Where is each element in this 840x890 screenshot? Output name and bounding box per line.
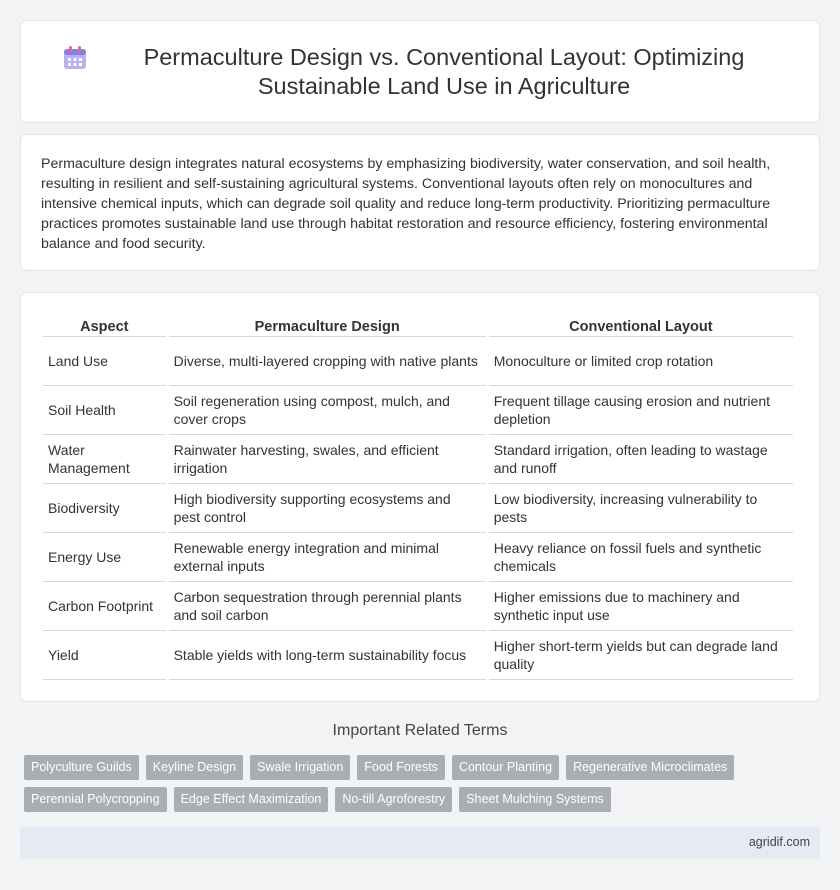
cell-conventional: Monoculture or limited crop rotation — [489, 337, 793, 386]
table-row — [43, 631, 793, 680]
cell-aspect: Carbon Footprint — [43, 582, 166, 631]
tag-polyculture-guilds[interactable]: Polyculture Guilds — [24, 755, 139, 780]
comparison-table — [40, 311, 796, 680]
cell-aspect: Land Use — [43, 337, 166, 386]
title-card — [20, 20, 820, 123]
cell-conventional: Frequent tillage causing erosion and nutrient depletion — [489, 386, 793, 435]
tag-perennial-polycropping[interactable]: Perennial Polycropping — [24, 787, 167, 812]
table-row — [43, 337, 793, 386]
cell-aspect: Energy Use — [43, 533, 166, 582]
cell-aspect: Biodiversity — [43, 484, 166, 533]
table-row — [43, 435, 793, 484]
cell-conventional: Standard irrigation, often leading to wastage and runoff — [489, 435, 793, 484]
table-row — [43, 386, 793, 435]
footer-site[interactable]: agridif.com — [748, 835, 810, 849]
calendar-icon — [61, 44, 89, 72]
table-row — [43, 533, 793, 582]
title-wrap — [21, 43, 819, 101]
cell-aspect: Yield — [43, 631, 166, 680]
cell-permaculture: Rainwater harvesting, swales, and efficient irrigation — [169, 435, 486, 484]
tag-regenerative-microclimates[interactable]: Regenerative Microclimates — [566, 755, 734, 780]
tag-no-till-agroforestry[interactable]: No-till Agroforestry — [335, 787, 452, 812]
comparison-card — [20, 292, 820, 702]
tag-keyline-design[interactable]: Keyline Design — [146, 755, 243, 780]
cell-aspect: Soil Health — [43, 386, 166, 435]
intro-text: Permaculture design integrates natural ecosystems by emphasizing biodiversity, water conservation, and soil health, resulting in resilient and self-sustaining agricultural systems. Conventional layouts often rely on monocultures and intensive chemical inputs, which can degrade soil quality and reduce long-term productivity. Prioritizing permaculture practices promotes sustainable land use through habitat restoration and resource efficiency, fostering environmental balance and food security. — [41, 156, 771, 252]
tag-edge-effect-maximization[interactable]: Edge Effect Maximization — [174, 787, 329, 812]
intro-card — [20, 134, 820, 271]
cell-permaculture: Soil regeneration using compost, mulch, and cover crops — [169, 386, 486, 435]
cell-permaculture: Renewable energy integration and minimal external inputs — [169, 533, 486, 582]
cell-conventional: Higher short-term yields but can degrade land quality — [489, 631, 793, 680]
header-aspect: Aspect — [43, 311, 166, 337]
table-header-row — [43, 311, 793, 337]
tag-row-1 — [24, 755, 824, 780]
cell-permaculture: Diverse, multi-layered cropping with native plants — [169, 337, 486, 386]
cell-permaculture: High biodiversity supporting ecosystems and pest control — [169, 484, 486, 533]
related-terms-heading: Important Related Terms — [332, 722, 508, 739]
page-title: Permaculture Design vs. Conventional Layout: Optimizing Sustainable Land Use in Agriculture — [143, 43, 745, 99]
tag-sheet-mulching-systems[interactable]: Sheet Mulching Systems — [459, 787, 611, 812]
table-row — [43, 484, 793, 533]
cell-conventional: Higher emissions due to machinery and synthetic input use — [489, 582, 793, 631]
tag-swale-irrigation[interactable]: Swale Irrigation — [250, 755, 350, 780]
related-terms-tags — [24, 755, 824, 819]
tag-row-2 — [24, 787, 824, 812]
cell-aspect: Water Management — [43, 435, 166, 484]
tag-contour-planting[interactable]: Contour Planting — [452, 755, 559, 780]
header-conventional: Conventional Layout — [489, 311, 793, 337]
tag-food-forests[interactable]: Food Forests — [357, 755, 445, 780]
cell-permaculture: Stable yields with long-term sustainability focus — [169, 631, 486, 680]
table-row — [43, 582, 793, 631]
cell-conventional: Low biodiversity, increasing vulnerability to pests — [489, 484, 793, 533]
cell-permaculture: Carbon sequestration through perennial plants and soil carbon — [169, 582, 486, 631]
header-permaculture: Permaculture Design — [169, 311, 486, 337]
footer — [20, 826, 820, 859]
cell-conventional: Heavy reliance on fossil fuels and synthetic chemicals — [489, 533, 793, 582]
